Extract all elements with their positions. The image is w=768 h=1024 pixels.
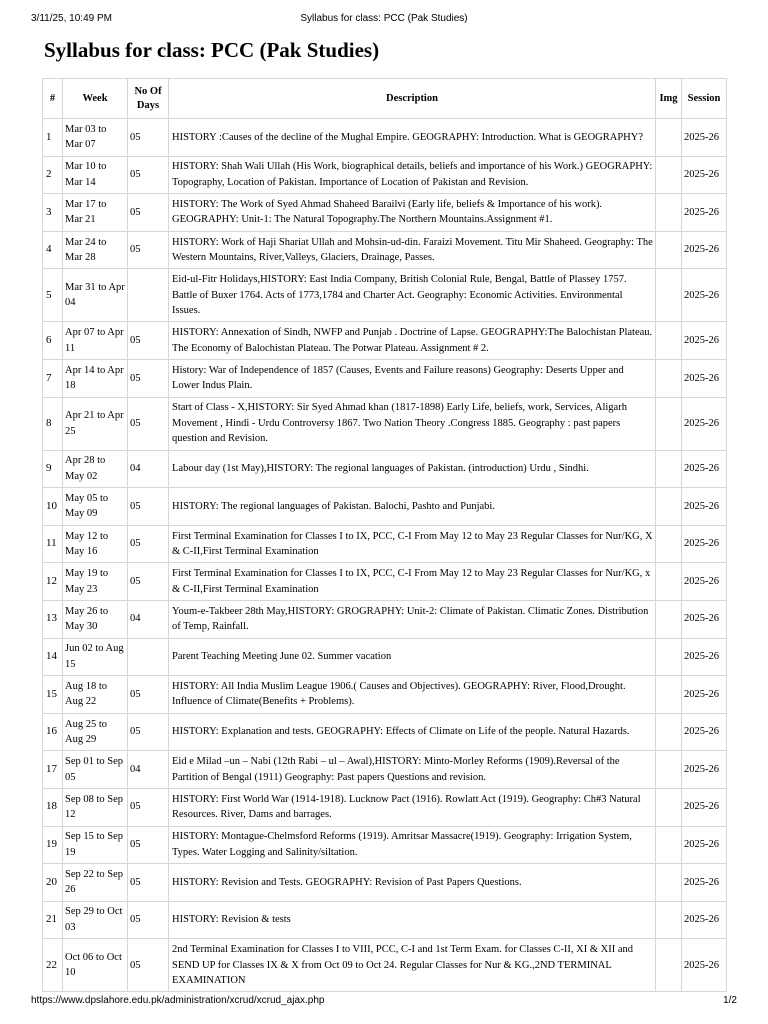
row-session: 2025-26 (682, 713, 727, 751)
row-number: 17 (43, 751, 63, 789)
row-description: HISTORY: Shah Wali Ullah (His Work, biographical details, beliefs and importance of his Work.) GEOGRAPHY: Topography, Location of Pakistan. Importance of Location of Pakistan and Revision. (169, 156, 656, 194)
row-week: Mar 03 to Mar 07 (63, 119, 128, 157)
row-img (656, 194, 682, 232)
col-header-week: Week (63, 79, 128, 119)
row-img (656, 676, 682, 714)
row-week: May 19 to May 23 (63, 563, 128, 601)
row-week: May 12 to May 16 (63, 525, 128, 563)
row-days: 05 (128, 788, 169, 826)
row-days: 04 (128, 600, 169, 638)
row-number: 18 (43, 788, 63, 826)
row-days: 05 (128, 322, 169, 360)
table-row (43, 156, 727, 194)
row-description: First Terminal Examination for Classes I to IX, PCC, C-I From May 12 to May 23 Regular Classes for Nur/KG, x & C-II,First Terminal Examination (169, 563, 656, 601)
row-days: 05 (128, 488, 169, 526)
row-description: HISTORY: Revision & tests (169, 901, 656, 939)
row-description: Eid e Milad –un – Nabi (12th Rabi – ul – Awal),HISTORY: Minto-Morley Reforms (1909).Reversal of the Partition of Bengal (1911) Geography: Past papers Questions and revision. (169, 751, 656, 789)
row-number: 15 (43, 676, 63, 714)
syllabus-table (42, 78, 727, 992)
row-description: 2nd Terminal Examination for Classes I to VIII, PCC, C-I and 1st Term Exam. for Classes C-II, XI & XII and SEND UP for Classes IX & X from Oct 09 to Oct 24. Regular Classes for Nur & KG.,2ND TERMINAL EXAMINATION (169, 939, 656, 992)
row-img (656, 119, 682, 157)
row-days: 05 (128, 119, 169, 157)
row-week: Oct 06 to Oct 10 (63, 939, 128, 992)
row-description: Labour day (1st May),HISTORY: The regional languages of Pakistan. (introduction) Urdu , Sindhi. (169, 450, 656, 488)
row-img (656, 269, 682, 322)
row-description: History: War of Independence of 1857 (Causes, Events and Failure reasons) Geography: Deserts Upper and Lower Indus Plain. (169, 359, 656, 397)
table-row (43, 600, 727, 638)
row-img (656, 826, 682, 864)
row-days (128, 269, 169, 322)
table-row (43, 676, 727, 714)
col-header-days: No Of Days (128, 79, 169, 119)
row-week: Sep 22 to Sep 26 (63, 864, 128, 902)
row-week: Apr 28 to May 02 (63, 450, 128, 488)
row-description: HISTORY: Montague-Chelmsford Reforms (1919). Amritsar Massacre(1919). Geography: Irrigation System, Types. Water Logging and Salinity/siltation. (169, 826, 656, 864)
row-days: 04 (128, 751, 169, 789)
row-week: May 26 to May 30 (63, 600, 128, 638)
row-days: 05 (128, 397, 169, 450)
row-description: Parent Teaching Meeting June 02. Summer vacation (169, 638, 656, 676)
row-days (128, 638, 169, 676)
print-url: https://www.dpslahore.edu.pk/administration/xcrud/xcrud_ajax.php (31, 995, 325, 1006)
table-row (43, 864, 727, 902)
print-doc-title: Syllabus for class: PCC (Pak Studies) (300, 13, 468, 24)
row-description: First Terminal Examination for Classes I to IX, PCC, C-I From May 12 to May 23 Regular Classes for Nur/KG, X & C-II,First Terminal Examination (169, 525, 656, 563)
row-img (656, 563, 682, 601)
row-week: Sep 29 to Oct 03 (63, 901, 128, 939)
row-number: 12 (43, 563, 63, 601)
row-img (656, 397, 682, 450)
row-number: 20 (43, 864, 63, 902)
row-number: 11 (43, 525, 63, 563)
row-description: HISTORY: The regional languages of Pakistan. Balochi, Pashto and Punjabi. (169, 488, 656, 526)
row-number: 7 (43, 359, 63, 397)
row-number: 22 (43, 939, 63, 992)
row-session: 2025-26 (682, 450, 727, 488)
row-img (656, 488, 682, 526)
print-footer (0, 995, 768, 1009)
col-header-number: # (43, 79, 63, 119)
row-img (656, 231, 682, 269)
col-header-description: Description (169, 79, 656, 119)
row-img (656, 322, 682, 360)
row-number: 16 (43, 713, 63, 751)
row-description: HISTORY: The Work of Syed Ahmad Shaheed Barailvi (Early life, beliefs & Importance of his work). GEOGRAPHY: Unit-1: The Natural Topography.The Northern Mountains.Assignment #1. (169, 194, 656, 232)
row-week: Aug 25 to Aug 29 (63, 713, 128, 751)
row-description: HISTORY: First World War (1914-1918). Lucknow Pact (1916). Rowlatt Act (1919). Geography: Ch#3 Natural Resources. River, Dams and barrages. (169, 788, 656, 826)
row-number: 4 (43, 231, 63, 269)
row-session: 2025-26 (682, 901, 727, 939)
row-description: Eid-ul-Fitr Holidays,HISTORY: East India Company, British Colonial Rule, Bengal, Battle of Plassey 1757. Battle of Buxer 1764. Acts of 1773,1784 and Charter Act. Geography: Economic Activities. Environmental Issues. (169, 269, 656, 322)
row-img (656, 939, 682, 992)
table-row (43, 638, 727, 676)
print-datetime: 3/11/25, 10:49 PM (31, 13, 112, 24)
row-number: 21 (43, 901, 63, 939)
row-number: 13 (43, 600, 63, 638)
table-row (43, 939, 727, 992)
row-img (656, 156, 682, 194)
row-session: 2025-26 (682, 939, 727, 992)
row-week: Sep 08 to Sep 12 (63, 788, 128, 826)
row-days: 05 (128, 939, 169, 992)
row-days: 05 (128, 563, 169, 601)
table-row (43, 488, 727, 526)
row-week: Sep 01 to Sep 05 (63, 751, 128, 789)
row-description: HISTORY :Causes of the decline of the Mughal Empire. GEOGRAPHY: Introduction. What is GEOGRAPHY? (169, 119, 656, 157)
row-description: HISTORY: All India Muslim League 1906.( Causes and Objectives). GEOGRAPHY: River, Flood,Drought. Influence of Climate(Benefits + Problems). (169, 676, 656, 714)
row-session: 2025-26 (682, 788, 727, 826)
row-number: 9 (43, 450, 63, 488)
row-number: 10 (43, 488, 63, 526)
row-week: Apr 21 to Apr 25 (63, 397, 128, 450)
row-img (656, 359, 682, 397)
row-session: 2025-26 (682, 826, 727, 864)
table-body (43, 119, 727, 992)
row-session: 2025-26 (682, 269, 727, 322)
table-row (43, 269, 727, 322)
row-days: 04 (128, 450, 169, 488)
row-week: May 05 to May 09 (63, 488, 128, 526)
row-description: Youm-e-Takbeer 28th May,HISTORY: GROGRAPHY: Unit-2: Climate of Pakistan. Climatic Zones. Distribution of Temp, Rainfall. (169, 600, 656, 638)
row-days: 05 (128, 156, 169, 194)
row-session: 2025-26 (682, 751, 727, 789)
row-number: 19 (43, 826, 63, 864)
table-row (43, 359, 727, 397)
row-description: HISTORY: Explanation and tests. GEOGRAPHY: Effects of Climate on Life of the people. Natural Hazards. (169, 713, 656, 751)
row-number: 1 (43, 119, 63, 157)
print-header (0, 13, 768, 27)
row-session: 2025-26 (682, 563, 727, 601)
row-description: HISTORY: Annexation of Sindh, NWFP and Punjab . Doctrine of Lapse. GEOGRAPHY:The Balochistan Plateau. The Economy of Balochistan Plateau. The Potwar Plateau. Assignment # 2. (169, 322, 656, 360)
table-row (43, 713, 727, 751)
row-img (656, 525, 682, 563)
row-description: Start of Class - X,HISTORY: Sir Syed Ahmad khan (1817-1898) Early Life, beliefs, work, Services, Aligarh Movement , Hindi - Urdu Controversy 1867. Two Nation Theory .Congress 1885. Geography : past papers question and Revision. (169, 397, 656, 450)
row-week: Mar 10 to Mar 14 (63, 156, 128, 194)
row-session: 2025-26 (682, 488, 727, 526)
row-session: 2025-26 (682, 156, 727, 194)
row-week: Apr 14 to Apr 18 (63, 359, 128, 397)
row-days: 05 (128, 864, 169, 902)
row-number: 5 (43, 269, 63, 322)
row-week: Mar 31 to Apr 04 (63, 269, 128, 322)
row-week: Sep 15 to Sep 19 (63, 826, 128, 864)
table-row (43, 231, 727, 269)
row-days: 05 (128, 901, 169, 939)
row-days: 05 (128, 676, 169, 714)
row-img (656, 864, 682, 902)
row-days: 05 (128, 359, 169, 397)
col-header-img: Img (656, 79, 682, 119)
row-week: Jun 02 to Aug 15 (63, 638, 128, 676)
row-number: 14 (43, 638, 63, 676)
row-week: Mar 17 to Mar 21 (63, 194, 128, 232)
row-session: 2025-26 (682, 397, 727, 450)
table-row (43, 563, 727, 601)
table-row (43, 119, 727, 157)
print-page-number: 1/2 (723, 995, 737, 1006)
row-number: 2 (43, 156, 63, 194)
table-row (43, 322, 727, 360)
row-session: 2025-26 (682, 194, 727, 232)
row-session: 2025-26 (682, 322, 727, 360)
table-row (43, 901, 727, 939)
col-header-session: Session (682, 79, 727, 119)
row-session: 2025-26 (682, 676, 727, 714)
row-img (656, 713, 682, 751)
row-days: 05 (128, 194, 169, 232)
row-img (656, 450, 682, 488)
table-row (43, 788, 727, 826)
row-week: Apr 07 to Apr 11 (63, 322, 128, 360)
row-week: Mar 24 to Mar 28 (63, 231, 128, 269)
row-session: 2025-26 (682, 359, 727, 397)
row-number: 6 (43, 322, 63, 360)
row-session: 2025-26 (682, 600, 727, 638)
table-row (43, 397, 727, 450)
row-img (656, 600, 682, 638)
row-number: 3 (43, 194, 63, 232)
table-row (43, 751, 727, 789)
table-row (43, 194, 727, 232)
row-session: 2025-26 (682, 525, 727, 563)
row-session: 2025-26 (682, 119, 727, 157)
row-days: 05 (128, 713, 169, 751)
row-number: 8 (43, 397, 63, 450)
row-session: 2025-26 (682, 864, 727, 902)
row-description: HISTORY: Revision and Tests. GEOGRAPHY: Revision of Past Papers Questions. (169, 864, 656, 902)
row-img (656, 751, 682, 789)
row-session: 2025-26 (682, 638, 727, 676)
row-img (656, 901, 682, 939)
row-days: 05 (128, 826, 169, 864)
page-title: Syllabus for class: PCC (Pak Studies) (44, 38, 380, 62)
row-days: 05 (128, 231, 169, 269)
table-row (43, 826, 727, 864)
row-description: HISTORY: Work of Haji Shariat Ullah and Mohsin-ud-din. Faraizi Movement. Titu Mir Shaheed. Geography: The Western Mountains, River,Valleys, Glaciers, Drainage, Passes. (169, 231, 656, 269)
row-img (656, 788, 682, 826)
table-row (43, 450, 727, 488)
row-img (656, 638, 682, 676)
table-row (43, 525, 727, 563)
row-week: Aug 18 to Aug 22 (63, 676, 128, 714)
table-header-row (43, 79, 727, 119)
row-days: 05 (128, 525, 169, 563)
row-session: 2025-26 (682, 231, 727, 269)
